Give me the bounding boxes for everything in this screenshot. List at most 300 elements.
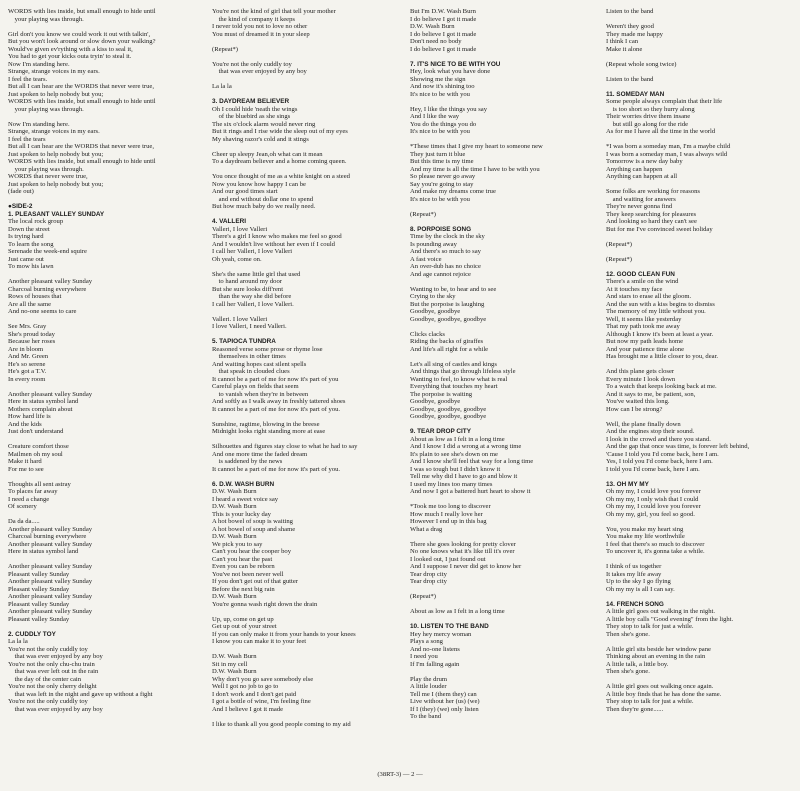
lyric-line: And the gap that once was time, is forever left behind, <box>606 443 750 450</box>
lyric-line: *These times that I give my heart to someone new <box>410 143 543 150</box>
lyric-line: I call her Valleri, I love Valleri <box>212 248 293 255</box>
blank-line <box>410 323 602 331</box>
blank-line <box>606 593 796 601</box>
lyric-line: Thinking about an evening in the rain <box>606 653 706 660</box>
lyric-line: That my path took me away <box>606 323 680 330</box>
blank-line <box>212 263 404 271</box>
lyric-line: D.W. Wash Burn <box>212 668 257 675</box>
lyric-line: Goodbye, goodbye, goodbye <box>410 315 487 323</box>
blank-line <box>410 98 602 106</box>
lyric-line: The six o'clock alarm would never ring <box>212 120 316 128</box>
lyric-line: Now I'm standing here. <box>8 60 70 68</box>
lyric-line: Well, the plane finally down <box>606 420 681 428</box>
blank-line <box>8 623 200 631</box>
lyric-line: Get up out of your street <box>212 623 277 630</box>
lyric-line: You had to get your kicks outa tryin' to steal it. <box>8 53 132 60</box>
lyric-line: Anything can happen <box>606 165 663 173</box>
lyrics-column-3 <box>410 8 602 721</box>
lyric-line: A fast voice <box>410 255 442 263</box>
lyric-line: And there's so much to say <box>410 248 481 255</box>
blank-line <box>410 601 602 609</box>
lyric-line: It's nice to be with you <box>410 195 470 203</box>
song-title: 5. TAPIOCA TUNDRA <box>212 338 276 345</box>
lyric-line: And I suppose I never did get to know her <box>410 563 522 570</box>
lyric-line: Every minute I look down <box>606 375 676 383</box>
blank-line <box>8 383 200 391</box>
blank-line <box>410 218 602 226</box>
lyric-line: Pleasant valley Sunday <box>8 615 70 623</box>
lyric-line: Everything that touches my heart <box>410 383 498 390</box>
blank-line <box>8 556 200 564</box>
lyric-line: Cheer up sleepy Jean,oh what can it mean <box>212 150 323 158</box>
lyric-line: The porpoise is waiting <box>410 390 473 398</box>
lyric-line: They're never gonna find <box>606 203 673 210</box>
blank-line <box>410 136 602 144</box>
lyric-line: Up, up, come on get up <box>212 615 274 623</box>
lyric-line: A little boy calls "Good evening" from the light. <box>606 615 734 623</box>
lyric-line: Hey, I like the things you say <box>410 105 488 113</box>
lyric-line: To a watch that keeps looking back at me. <box>606 383 717 390</box>
lyric-line: and end without dollar one to spend <box>212 195 314 203</box>
lyric-line: Now I'm standing here. <box>8 120 70 128</box>
lyric-line: But this time is my time <box>410 158 474 165</box>
lyric-line: I feel the tears. <box>8 75 48 83</box>
lyric-line: Has brought me a little closer to you, dear. <box>606 353 719 360</box>
lyric-line: You're not the only cherry delight <box>8 683 97 690</box>
lyric-line: Another pleasant valley Sunday <box>8 593 93 600</box>
lyric-line: You do the things you do <box>410 120 477 128</box>
lyric-line: I got a bottle of wine, I'm feeling fine <box>212 698 311 705</box>
lyric-line: WORDS with lies inside, but small enough to hide until <box>8 8 156 15</box>
blank-line <box>410 533 602 541</box>
song-title: 4. VALLERI <box>212 218 246 225</box>
lyric-line: There's a smile on the wind <box>606 278 679 285</box>
lyric-line: Just spoken to help nobody but you; <box>8 150 104 158</box>
song-title: 13. OH MY MY <box>606 480 649 488</box>
lyric-line: I know you can make it to your feet <box>212 638 307 645</box>
lyric-line: If I'm falling again <box>410 660 460 668</box>
song-title: 9. TEAR DROP CITY <box>410 428 471 435</box>
lyric-line: Well I got no job to go to <box>212 683 279 690</box>
lyric-line: I feel that there's so much to discover <box>606 540 705 548</box>
lyric-line: It's plain to see she's down on me <box>410 450 498 458</box>
lyric-line: Live without her (us) (we) <box>410 698 480 705</box>
lyric-line: A hot bowel of soup is waiting <box>212 518 293 525</box>
lyric-line: I love Valleri, I need Valleri. <box>212 323 287 330</box>
song-title: 6. D.W. WASH BURN <box>212 480 275 488</box>
lyric-line: Oh my my, I could love you forever <box>606 503 701 510</box>
lyric-line: Time by the clock in the sky <box>410 233 485 240</box>
lyric-line: I was born a someday man, I was always wild <box>606 150 728 158</box>
lyric-line: And no-one listens <box>410 645 460 653</box>
blank-line <box>606 136 796 144</box>
lyric-line: But I'm D.W. Wash Burn <box>410 8 476 15</box>
blank-line <box>410 278 602 286</box>
page-footer: (38RT-3) — 2 — <box>377 771 423 778</box>
blank-line <box>212 473 404 481</box>
lyric-line: Oh my my, girl, you feel so good. <box>606 510 695 518</box>
lyric-line: I need a change <box>8 495 50 503</box>
blank-line <box>606 233 796 241</box>
blank-line <box>212 143 404 151</box>
lyric-line: that was ever left out in the rain <box>8 668 99 675</box>
lyric-line: Oh my my, I could love you forever <box>606 488 701 495</box>
lyric-line: About as low as I felt in a long time <box>410 608 505 615</box>
lyric-line: Would've given ev'rything with a kiss to seal it, <box>8 45 133 53</box>
lyric-line: themselves in other times <box>212 353 286 360</box>
blank-line <box>606 361 796 369</box>
lyric-line: The local rock group <box>8 218 64 225</box>
blank-line <box>8 316 200 324</box>
blank-line <box>606 83 796 91</box>
blank-line <box>410 53 602 61</box>
blank-line <box>606 181 796 189</box>
lyric-line: I do believe I got it made <box>410 45 477 53</box>
lyric-line: (Repeat*) <box>410 593 436 600</box>
blank-line <box>212 38 404 46</box>
lyric-line: Reasoned verse some prose or rhyme lose <box>212 345 323 353</box>
lyric-line: Charcoal burning everywhere <box>8 533 87 540</box>
lyric-line: If you can only make it from your hands to your knees <box>212 630 356 638</box>
blank-line <box>8 23 200 31</box>
lyric-line: But it rings and I rise wide the sleep out of my eyes <box>212 128 348 135</box>
lyric-line: Pleasant valley Sunday <box>8 600 70 608</box>
blank-line <box>410 616 602 624</box>
lyric-line: (Repeat*) <box>212 45 238 53</box>
lyric-line: I never told you not to love no other <box>212 23 308 30</box>
lyric-line: You're not the only cuddly toy <box>8 645 88 653</box>
lyric-line: How hard life is <box>8 413 51 420</box>
lyric-line: Riding the backs of giraffes <box>410 338 484 345</box>
lyric-line: Listen to the band <box>606 8 654 15</box>
lyric-line: D.W. Wash Burn <box>212 533 257 540</box>
lyric-line: To uncover it, it's gonna take a while. <box>606 548 705 555</box>
lyric-line: Here in status symbol land <box>8 398 79 405</box>
lyric-line: Then she's gone. <box>606 630 650 638</box>
lyric-line: Da da da..... <box>8 518 40 525</box>
lyric-line: A little girl goes out walking in the night. <box>606 608 715 615</box>
lyric-line: You're gonna wash right down the drain <box>212 600 318 608</box>
lyric-line: Mothers complain about <box>8 405 73 413</box>
lyric-line: Let's all sing of castles and kings <box>410 360 497 368</box>
lyric-line: Although I know it's been at least a year. <box>606 330 714 338</box>
lyric-line: than the way she did before <box>212 293 292 300</box>
lyric-line: There she goes looking for pretty clover <box>410 540 516 548</box>
lyric-line: They keep searching for pleasures <box>606 210 697 218</box>
lyric-line: Careful plays on fields that seem <box>212 383 299 390</box>
lyric-line: Then they're gone...... <box>606 705 664 713</box>
lyric-line: Another pleasant valley Sunday <box>8 390 93 398</box>
lyric-line: But how much baby do we really need. <box>212 203 316 210</box>
lyric-line: Oh I could hide 'neath the wings <box>212 105 298 113</box>
blank-line <box>212 211 404 219</box>
lyric-line: But now my path leads home <box>606 338 684 345</box>
blank-line <box>606 53 796 61</box>
lyric-line: And I like the way <box>410 113 460 120</box>
lyric-line: They made me happy <box>606 30 663 38</box>
lyric-line: Some people always complain that their life <box>606 98 723 105</box>
lyric-line: Sit in my cell <box>212 660 248 668</box>
blank-line <box>606 676 796 684</box>
lyric-line: Oh my my is all I can say. <box>606 585 675 593</box>
lyric-line: Wanting to feel, to know what is real <box>410 375 508 383</box>
lyric-line: 'Cause I told you I'd come back, here I am. <box>606 450 719 458</box>
lyric-line: that was ever enjoyed by any boy <box>8 653 103 660</box>
blank-line <box>212 713 404 721</box>
lyric-line: You, you make my heart sing <box>606 525 684 533</box>
lyric-line: I told you I'd come back, here I am. <box>606 465 700 473</box>
lyric-line: Play the drum <box>410 675 447 683</box>
lyric-line: Hey, look what you have done <box>410 68 491 75</box>
lyric-line: It takes my life away <box>606 570 662 578</box>
lyric-line: I need you <box>410 653 438 660</box>
lyric-line: *Took me too long to discover <box>410 503 491 510</box>
lyric-line: And my time is all the time I have to be with you <box>410 165 540 173</box>
lyric-line: Now you know how happy I can be <box>212 180 306 188</box>
lyric-line: How much I really love her <box>410 510 483 518</box>
lyric-line: Creature comfort those <box>8 443 69 450</box>
lyric-line: If I (they) (we) only listen <box>410 705 479 713</box>
lyric-line: Tear drop city <box>410 578 447 585</box>
lyric-line: Thoughts all sent astray <box>8 480 71 488</box>
lyric-line: Don't need no body <box>410 38 462 45</box>
blank-line <box>606 248 796 256</box>
lyric-line: of the bluebird as she sings <box>212 113 291 120</box>
lyric-line: I feel the tears <box>8 135 46 143</box>
lyric-line: Can't you hear the cooper boy <box>212 548 292 555</box>
lyric-line: Mailmen oh my soul <box>8 450 63 458</box>
lyric-line: I was so tough but I didn't know it <box>410 465 501 473</box>
lyric-line: your playing was through. <box>8 105 84 113</box>
lyric-line: Sunshine, ragtime, blowing in the breese <box>212 420 320 428</box>
lyric-line: I call her Valleri, I love Valleri. <box>212 300 294 308</box>
lyric-line: to vanish when they're in between <box>212 390 309 398</box>
lyric-line: A little girl sits beside her window pane <box>606 645 711 653</box>
lyric-line: And I believe I got it made <box>212 705 284 713</box>
lyric-line: And things that go through lifeless style <box>410 368 516 375</box>
song-title: 7. IT'S NICE TO BE WITH YOU <box>410 60 501 68</box>
lyric-line: And one more time the faded dream <box>212 450 308 458</box>
lyric-line: Pleasant valley Sunday <box>8 570 70 578</box>
lyric-line: Girl don't you know we could work it out with talkin', <box>8 30 151 38</box>
lyric-line: I like to thank all you good people coming to my aid <box>212 720 351 728</box>
lyric-line: The memory of my little without you. <box>606 308 706 315</box>
lyric-line: Silhouettes and figures stay close to what he had to say <box>212 443 358 450</box>
lyric-line: WORDS that never were true, <box>8 173 88 180</box>
lyric-line: Even you can be reborn <box>212 563 275 570</box>
lyric-line: They stop to talk for just a while. <box>606 623 694 630</box>
lyric-line: You're not the only cuddly toy <box>212 60 292 68</box>
lyric-line: If you don't get out of that gutter <box>212 578 298 585</box>
lyric-line: At it touches my face <box>606 285 663 293</box>
lyric-line: that was ever enjoyed by any boy <box>212 68 307 75</box>
lyric-line: And I know I did a wrong at a wrong time <box>410 443 522 450</box>
blank-line <box>410 586 602 594</box>
lyric-line: Can't you hear the past <box>212 555 273 563</box>
lyric-line: Another pleasant valley Sunday <box>8 525 93 533</box>
lyric-line: And softly as I walk away in freshly tattered shoes <box>212 398 346 405</box>
blank-line <box>212 53 404 61</box>
lyrics-column-4 <box>606 8 796 713</box>
lyric-line: your playing was through. <box>8 15 84 23</box>
blank-line <box>8 436 200 444</box>
lyric-line: It's nice to be with you <box>410 128 470 135</box>
lyric-line: To the band <box>410 713 442 720</box>
lyric-line: Just spoken to help nobody but you; <box>8 90 104 98</box>
lyric-line: (fade out) <box>8 188 34 195</box>
lyric-line: Yes, I told you I'd come back, here I am. <box>606 458 713 465</box>
lyric-line: and waiting for answers <box>606 195 676 203</box>
lyric-line: Charcoal burning everywhere <box>8 285 87 293</box>
blank-line <box>212 91 404 99</box>
lyric-line: is saddened by the news <box>212 458 283 465</box>
blank-line <box>410 668 602 676</box>
lyric-line: Well, it seems like yesterday <box>606 315 682 323</box>
lyric-line: Hey hey mercy woman <box>410 630 472 638</box>
lyric-line: A little talk, a little boy. <box>606 660 669 668</box>
lyric-line: They just turn it blue <box>410 150 466 158</box>
lyric-line: I do believe I got it made <box>410 15 477 23</box>
lyric-line: D.W. Wash Burn <box>212 593 257 600</box>
lyric-line: Their worries drive them insane <box>606 113 691 120</box>
lyric-line: but still go along for the ride <box>606 120 689 128</box>
lyric-line: To learn the song <box>8 240 54 248</box>
blank-line <box>212 76 404 84</box>
lyric-line: So please never go away <box>410 173 476 180</box>
blank-line <box>212 166 404 174</box>
lyric-line: But she sure looks diff'rent <box>212 285 284 293</box>
lyric-line: And no-one seems to care <box>8 308 77 315</box>
blank-line <box>212 413 404 421</box>
lyric-line: Tell me why did I have to go and blow it <box>410 473 518 480</box>
lyric-line: Just don't understand <box>8 428 64 435</box>
song-title: 11. SOMEDAY MAN <box>606 90 665 98</box>
lyric-line: Goodbye, goodbye, goodbye <box>410 413 487 420</box>
lyric-line: I used my lines too many times <box>410 480 493 488</box>
lyric-line: La la la <box>212 83 232 90</box>
lyric-line: Pleasant valley Sunday <box>8 585 70 593</box>
lyric-line: You're not the kind of girl that tell your mother <box>212 8 336 15</box>
lyric-line: Showing me the sign <box>410 75 466 83</box>
lyric-line: A little boy finds that he has done the same. <box>606 690 722 698</box>
lyric-line: the day of the center cain <box>8 675 82 683</box>
lyric-line: A hot bowel of soup and shame <box>212 525 296 533</box>
lyric-line: And now it's shining too <box>410 83 475 90</box>
blank-line <box>606 556 796 564</box>
lyric-line: She's the same little girl that used <box>212 270 301 278</box>
lyric-line: I looked out, I just found out <box>410 555 486 563</box>
lyric-line: Make it alone <box>606 45 643 53</box>
lyric-line: And looking so hard they can't see <box>606 218 697 225</box>
lyric-line: (Repeat whole song twice) <box>606 60 677 68</box>
lyric-line: Make it hard <box>8 458 42 465</box>
lyric-line: Serenade the week-end squire <box>8 248 87 255</box>
song-title: 3. DAYDREAM BELIEVER <box>212 98 290 105</box>
lyric-line: She's proud today <box>8 330 55 338</box>
lyric-line: Just came out <box>8 255 44 263</box>
lyric-line: And age cannot rejoice <box>410 270 471 278</box>
lyric-line: I think I can <box>606 38 639 45</box>
blank-line <box>212 331 404 339</box>
lyric-line: Down the street <box>8 225 50 233</box>
blank-line <box>606 473 796 481</box>
blank-line <box>410 496 602 504</box>
lyric-line: La la la <box>8 638 28 645</box>
blank-line <box>212 646 404 654</box>
blank-line <box>212 436 404 444</box>
blank-line <box>212 308 404 316</box>
lyric-line: Another pleasant valley Sunday <box>8 278 93 285</box>
lyric-line: But all I can hear are the WORDS that never were true, <box>8 143 154 150</box>
lyric-line: And the engines stop their sound. <box>606 428 695 435</box>
lyric-line: Another pleasant valley Sunday <box>8 578 93 585</box>
song-title: 12. GOOD CLEAN FUN <box>606 270 675 278</box>
lyric-line: is too short so they hurry along <box>606 105 695 113</box>
lyric-line: A little girl goes out walking once again. <box>606 683 714 690</box>
lyric-line: And this plane gets closer <box>606 368 675 375</box>
lyric-line: your playing was through. <box>8 165 84 173</box>
blank-line <box>212 608 404 616</box>
lyric-line: About as low as I felt in a long time <box>410 435 505 443</box>
blank-line <box>606 413 796 421</box>
lyric-line: He's got a T.V. <box>8 368 47 375</box>
lyric-line: Tell me I (them they) can <box>410 690 477 698</box>
lyric-line: Tomorrow is a new day baby <box>606 158 683 165</box>
song-title: 8. PORPOISE SONG <box>410 225 472 233</box>
lyric-line: I think of us together <box>606 563 662 570</box>
lyric-line: Valleri. I love Valleri <box>212 315 268 323</box>
lyric-line: They stop to talk for just a while. <box>606 698 694 705</box>
lyric-line: D.W. Wash Burn <box>212 503 257 510</box>
lyric-line: A little louder <box>410 683 447 690</box>
lyric-line: But you won't look around or slow down your walking? <box>8 38 156 45</box>
lyric-line: Why don't you go save somebody else <box>212 675 314 683</box>
lyric-line: Are in bloom <box>8 345 44 353</box>
lyric-line: the kind of company it keeps <box>212 15 295 23</box>
lyric-line: You once thought of me as a white knight on a steed <box>212 173 350 180</box>
lyric-line: Tear drop city <box>410 570 447 578</box>
lyric-line: You must of dreamed it in your sleep <box>212 30 310 38</box>
lyrics-column-2 <box>212 8 404 728</box>
lyric-line: As for me I have all the time in the world <box>606 128 716 135</box>
lyric-line: You make my life worthwhile <box>606 533 685 540</box>
lyric-line: He's so serene <box>8 360 46 368</box>
lyric-line: Of scenery <box>8 503 37 510</box>
lyric-line: And the sun with a kiss begins to dismiss <box>606 300 715 308</box>
blank-line <box>8 196 200 204</box>
lyric-line: Weren't they good <box>606 23 654 30</box>
lyric-line: Some folks are working for reasons <box>606 188 700 195</box>
lyric-line: It's nice to be with you <box>410 90 470 98</box>
blank-line <box>606 263 796 271</box>
lyric-line: (Repeat*) <box>606 240 632 248</box>
lyric-line: Anything can happen at all <box>606 173 678 180</box>
lyrics-column-1 <box>8 8 200 713</box>
lyric-line: You've waited this long. <box>606 398 670 405</box>
blank-line <box>410 421 602 429</box>
lyric-line: I do believe I got it made <box>410 30 477 38</box>
lyric-line: Goodbye, goodbye, goodbye <box>410 405 487 413</box>
lyric-line: And waiting hopes cast silent spells <box>212 360 307 368</box>
lyric-line: Another pleasant valley Sunday <box>8 540 93 548</box>
lyric-line: And our good times start <box>212 188 278 195</box>
lyric-line: Is trying hard <box>8 233 44 240</box>
lyric-line: Are all the same <box>8 300 52 308</box>
lyric-line: Then she's gone. <box>606 668 650 675</box>
lyric-line: And your patience time alone <box>606 345 684 353</box>
lyric-line: Because her roses <box>8 338 56 345</box>
lyric-line: But for me I've convinced sweet holiday <box>606 225 713 233</box>
